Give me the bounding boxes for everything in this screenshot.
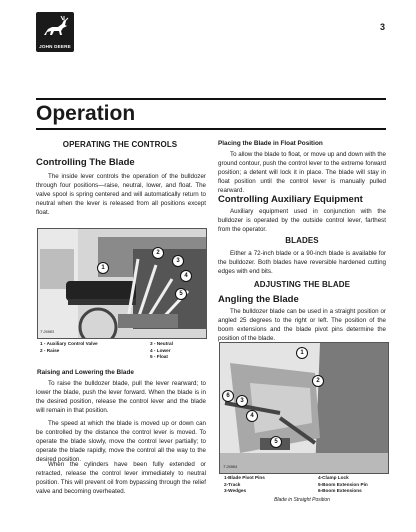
heading-raising-lowering: Raising and Lowering the Blade bbox=[37, 369, 134, 376]
section-heading-blades: BLADES bbox=[285, 236, 319, 245]
legend-item: 2-Track bbox=[224, 481, 241, 487]
text-angling-blade: The bulldozer blade can be used in a straight position or angled 25 degrees to the right or left. The position of the boom extensions and the blade pivot pins determine the position of the blade. bbox=[218, 308, 386, 342]
heading-controlling-blade: Controlling The Blade bbox=[36, 157, 135, 168]
figure2-legend-right bbox=[318, 475, 368, 495]
figure2-callout: 2 bbox=[312, 375, 324, 387]
legend-item: 3-Wedges bbox=[224, 488, 247, 493]
figure1-callout: 5 bbox=[175, 288, 187, 300]
figure1-callout: 3 bbox=[172, 255, 184, 267]
text-raising-3: When the cylinders have been fully extended or retracted, release the control lever immediately to neutral position. This will prevent oil from bypassing through the relief valve and becoming overheated. bbox=[36, 461, 206, 495]
heading-angling-blade: Angling the Blade bbox=[218, 294, 299, 305]
text-float-position: To allow the blade to float, or move up and down with the ground contour, push the control lever to the extreme forward position; a detent will lock it in place. The blade will stay in float position until the control lever is manually pulled rearward. bbox=[218, 151, 386, 194]
legend-item: 3 - Neutral bbox=[150, 341, 173, 346]
section-heading-adjusting: ADJUSTING THE BLADE bbox=[253, 280, 351, 289]
legend-item: 1 - Auxiliary Control Valve bbox=[40, 341, 98, 346]
heading-auxiliary-equipment: Controlling Auxiliary Equipment bbox=[218, 194, 363, 205]
figure1-callout: 1 bbox=[97, 262, 109, 274]
figure1-callout: 2 bbox=[152, 247, 164, 259]
legend-item: 1-Blade Pivot Pins bbox=[224, 475, 265, 480]
figure-blade-straight bbox=[219, 342, 389, 474]
legend-item: 6-Boom Extensions bbox=[318, 488, 362, 493]
legend-item: 5 - Float bbox=[150, 354, 168, 359]
figure-control-levers bbox=[37, 228, 207, 339]
figure1-number: T 26983 bbox=[40, 330, 54, 334]
page-number: 3 bbox=[380, 22, 386, 32]
logo-text: JOHN DEERE bbox=[39, 44, 71, 49]
figure1-legend-left bbox=[40, 341, 98, 354]
figure1-legend-right bbox=[150, 341, 173, 361]
figure2-caption: Blade in Straight Position bbox=[274, 497, 330, 503]
legend-item: 2 - Raise bbox=[40, 347, 60, 353]
control-levers-illustration bbox=[38, 229, 206, 338]
figure2-callout: 6 bbox=[222, 390, 234, 402]
section-heading-controls: OPERATING THE CONTROLS bbox=[62, 140, 178, 149]
title-rule-top bbox=[36, 98, 386, 100]
page-title: Operation bbox=[36, 102, 136, 125]
deer-logo-icon bbox=[40, 15, 70, 41]
blade-illustration bbox=[220, 343, 388, 473]
figure2-callout: 1 bbox=[296, 347, 308, 359]
figure2-callout: 3 bbox=[236, 395, 248, 407]
figure2-legend-left bbox=[224, 475, 265, 495]
figure2-callout: 5 bbox=[270, 436, 282, 448]
legend-item: 5-Boom Extension Pin bbox=[318, 481, 368, 487]
text-raising-1: To raise the bulldozer blade, pull the lever rearward; to lower the blade, push the lever forward. When the blade is in the desired position, release the control lever and the blade will remain in that position. bbox=[36, 380, 206, 414]
john-deere-logo bbox=[36, 12, 74, 52]
legend-item: 4-Clamp Lock bbox=[318, 475, 349, 480]
figure2-number: T 26984 bbox=[223, 465, 237, 469]
text-blades: Either a 72-inch blade or a 90-inch blade is available for the bulldozer. Both blades have reversible hardened cutting edges with end bits. bbox=[218, 250, 386, 275]
text-controlling-blade: The inside lever controls the operation of the bulldozer through four positions—raise, neutral, lower, and float. The valve spool is spring centered and will automatically return to neutral when the lever is released from all positions except float. bbox=[36, 173, 206, 216]
legend-item: 4 - Lower bbox=[150, 347, 171, 353]
title-rule-bottom bbox=[36, 128, 386, 130]
figure2-callout: 4 bbox=[246, 410, 258, 422]
text-raising-2: The speed at which the blade is moved up or down can be controlled by the distance the control lever is moved. To operate the blade slowly, move the control lever partially; to operate the blade rapidly, move the control all the way to the desired position. bbox=[36, 420, 206, 463]
heading-float-position: Placing the Blade in Float Position bbox=[218, 140, 323, 147]
figure1-callout: 4 bbox=[180, 270, 192, 282]
text-auxiliary-equipment: Auxiliary equipment used in conjunction with the bulldozer is operated by the outside control lever, farthest from the operator. bbox=[218, 208, 386, 233]
